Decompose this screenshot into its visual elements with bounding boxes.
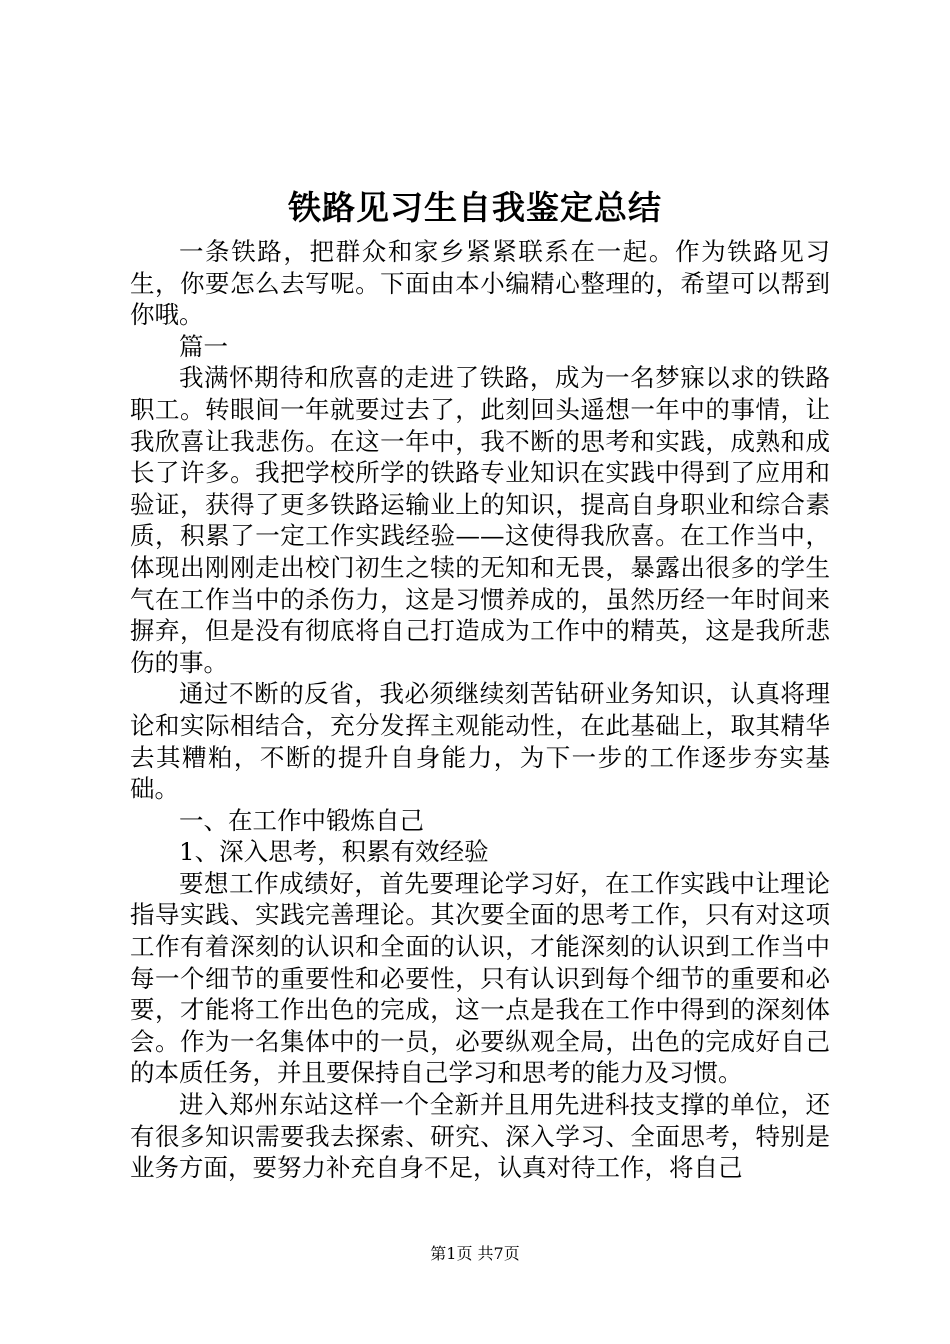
body-paragraph: 通过不断的反省，我必须继续刻苦钻研业务知识，认真将理论和实际相结合，充分发挥主观能动性，在此基础上，取其精华去其糟粕，不断的提升自身能力，为下一步的工作逐步夯实基础。: [130, 679, 830, 804]
body-paragraph: 要想工作成绩好，首先要理论学习好，在工作实践中让理论指导实践、实践完善理论。其次要全面的思考工作，只有对这项工作有着深刻的认识和全面的认识，才能深刻的认识到工作当中每一个细节的重要性和必要性，只有认识到每个细节的重要和必要，才能将工作出色的完成，这一点是我在工作中得到的深刻体会。作为一名集体中的一员，必要纵观全局，出色的完成好自己的本质任务，并且要保持自己学习和思考的能力及习惯。: [130, 868, 830, 1088]
body-paragraph: 进入郑州东站这样一个全新并且用先进科技支撑的单位，还有很多知识需要我去探索、研究、深入学习、全面思考，特别是业务方面，要努力补充自身不足，认真对待工作，将自己: [130, 1090, 830, 1183]
subsection-heading: 1、深入思考，积累有效经验: [179, 837, 489, 867]
page-number-footer: 第1页 共7页: [430, 1244, 520, 1263]
document-body: [130, 236, 830, 1184]
document-title: 铁路见习生自我鉴定总结: [288, 188, 662, 227]
section-heading: 一、在工作中锻炼自己: [179, 805, 424, 835]
body-paragraph: 我满怀期待和欣喜的走进了铁路，成为一名梦寐以求的铁路职工。转眼间一年就要过去了，此刻回头遥想一年中的事情，让我欣喜让我悲伤。在这一年中，我不断的思考和实践，成熟和成长了许多。我把学校所学的铁路专业知识在实践中得到了应用和验证，获得了更多铁路运输业上的知识，提高自身职业和综合素质，积累了一定工作实践经验——这使得我欣喜。在工作当中，体现出刚刚走出校门初生之犊的无知和无畏，暴露出很多的学生气在工作当中的杀伤力，这是习惯养成的，虽然历经一年时间来摒弃，但是没有彻底将自己打造成为工作中的精英，这是我所悲伤的事。: [130, 363, 830, 677]
intro-paragraph: 一条铁路，把群众和家乡紧紧联系在一起。作为铁路见习生，你要怎么去写呢。下面由本小编精心整理的，希望可以帮到你哦。: [130, 237, 830, 330]
section-label: 篇一: [179, 331, 228, 361]
